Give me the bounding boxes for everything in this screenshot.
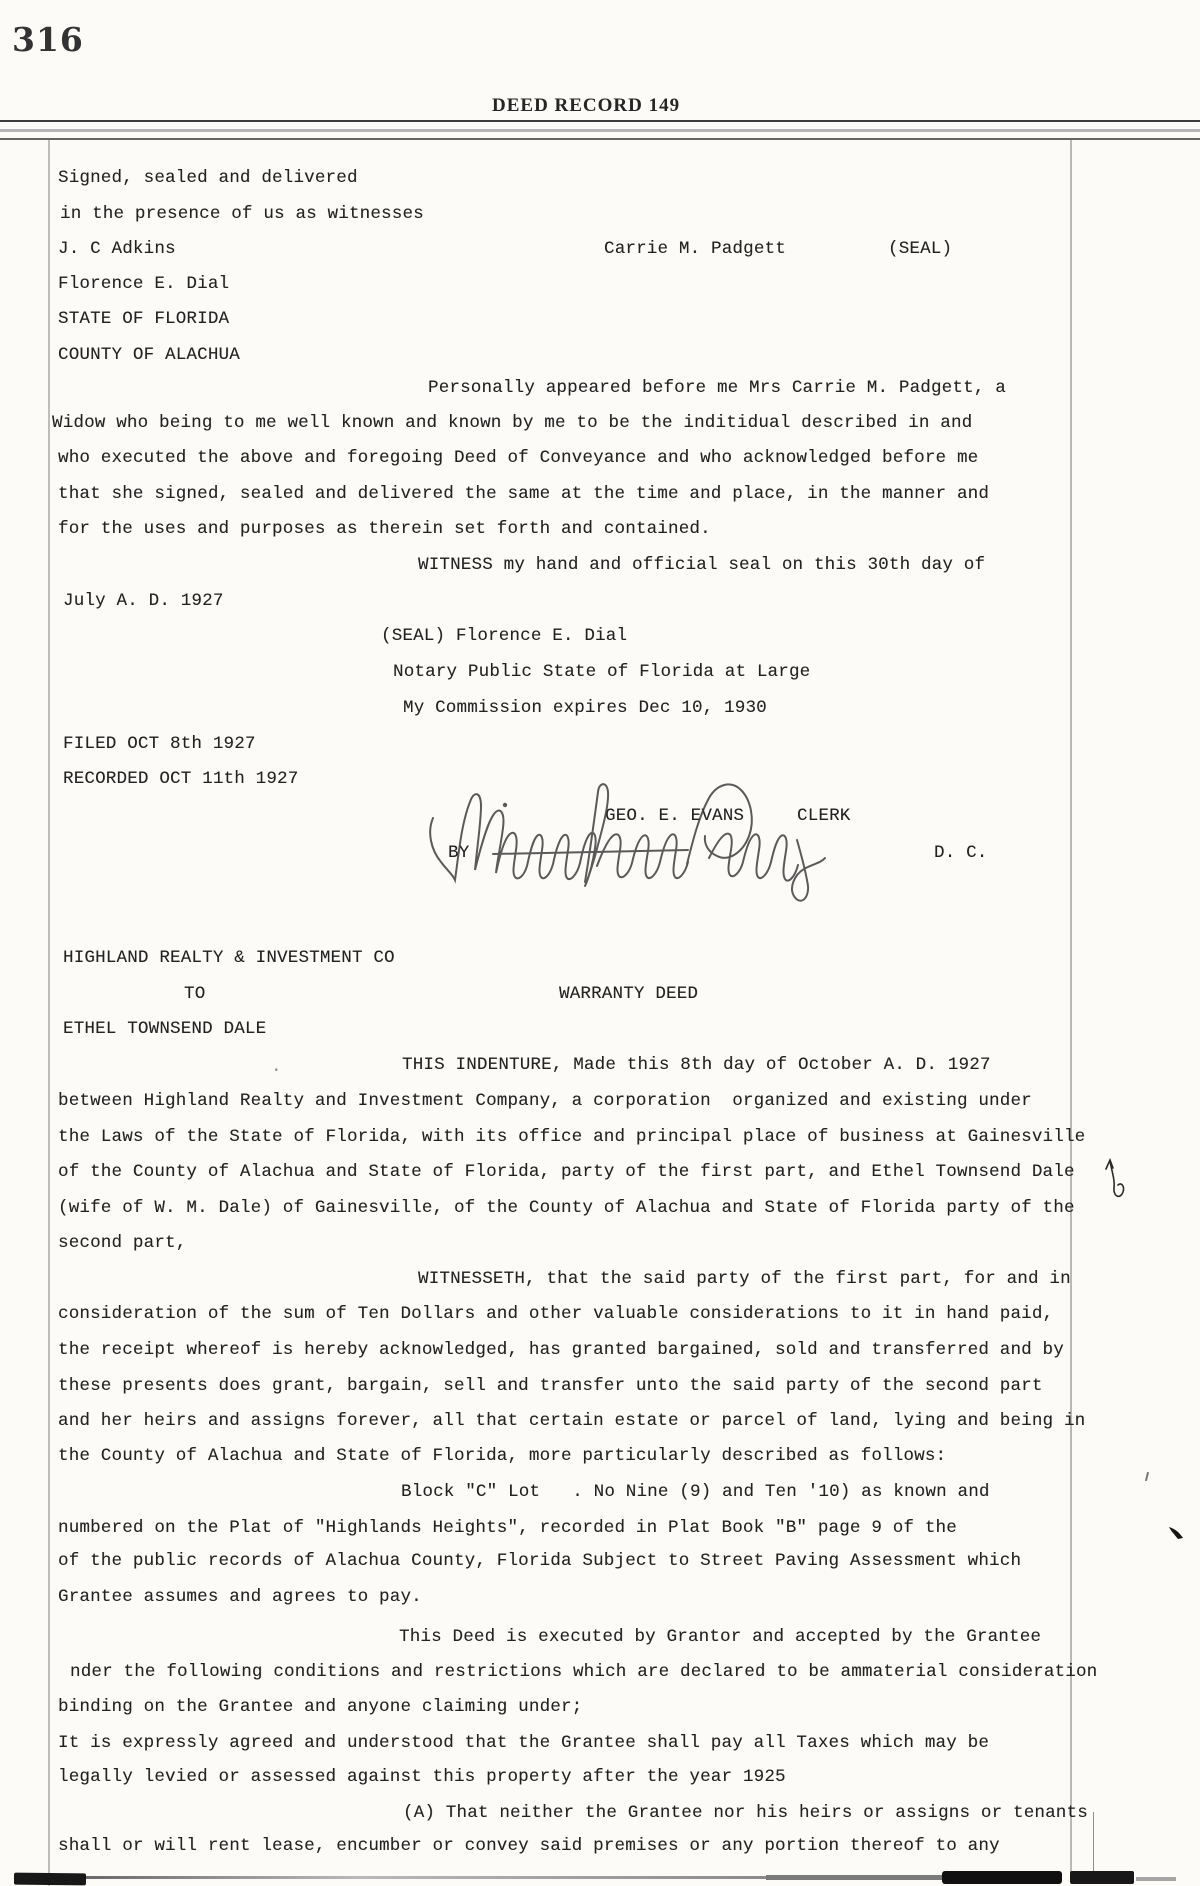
document-line: This Deed is executed by Grantor and accepted by the Grantee bbox=[399, 1627, 1042, 1647]
document-line: TO bbox=[184, 984, 206, 1004]
margin-arrow-mark bbox=[1168, 1524, 1186, 1540]
scan-bottom-edge-segment bbox=[14, 1873, 86, 1886]
document-line: legally levied or assessed against this property after the year 1925 bbox=[58, 1767, 786, 1787]
document-line: Carrie M. Padgett bbox=[604, 239, 786, 259]
document-line: J. C Adkins bbox=[58, 239, 176, 259]
scan-bottom-edge-segment bbox=[1070, 1871, 1134, 1884]
document-line: numbered on the Plat of "Highlands Heights", recorded in Plat Book "B" page 9 of the bbox=[58, 1518, 957, 1538]
document-line: RECORDED OCT 11th 1927 bbox=[63, 769, 299, 789]
document-line: (SEAL) bbox=[888, 239, 953, 259]
document-line: the receipt whereof is hereby acknowledged, has granted bargained, sold and transferred and by bbox=[58, 1340, 1064, 1360]
scan-bottom-edge-segment bbox=[942, 1871, 1062, 1884]
document-line: . bbox=[271, 1057, 282, 1077]
document-line: STATE OF FLORIDA bbox=[58, 309, 230, 329]
document-line: second part, bbox=[58, 1233, 187, 1253]
document-line: and her heirs and assigns forever, all that certain estate or parcel of land, lying and being in bbox=[58, 1411, 1086, 1431]
document-line: between Highland Realty and Investment Company, a corporation organized and existing under bbox=[58, 1091, 1032, 1111]
document-line: the Laws of the State of Florida, with its office and principal place of business at Gainesville bbox=[58, 1127, 1086, 1147]
document-line: Block "C" Lot . No Nine (9) and Ten '10) as known and bbox=[401, 1482, 990, 1502]
document-line: nder the following conditions and restrictions which are declared to be ammaterial consideration bbox=[70, 1662, 1098, 1682]
right-page-edge-line bbox=[1093, 1812, 1094, 1874]
document-line: Widow who being to me well known and known by me to be the inditidual described in and bbox=[52, 413, 973, 433]
document-line: (SEAL) Florence E. Dial bbox=[381, 626, 628, 646]
document-line: shall or will rent lease, encumber or convey said premises or any portion thereof to any bbox=[58, 1836, 1000, 1856]
document-line: COUNTY OF ALACHUA bbox=[58, 345, 240, 365]
page-number: 316 bbox=[12, 20, 84, 59]
document-line: It is expressly agreed and understood that the Grantee shall pay all Taxes which may be bbox=[58, 1733, 990, 1753]
document-line: (A) That neither the Grantee nor his heirs or assigns or tenants bbox=[403, 1803, 1088, 1823]
header-rule-bottom bbox=[0, 138, 1200, 140]
scan-speck bbox=[1145, 1472, 1149, 1481]
scan-bottom-edge-segment bbox=[86, 1876, 766, 1879]
right-margin-rule bbox=[1070, 140, 1072, 1872]
document-line: FILED OCT 8th 1927 bbox=[63, 734, 256, 754]
document-line: who executed the above and foregoing Deed of Conveyance and who acknowledged before me bbox=[58, 448, 979, 468]
document-line: D. C. bbox=[934, 843, 988, 863]
document-line: of the County of Alachua and State of Florida, party of the first part, and Ethel Townsend Dale bbox=[58, 1162, 1075, 1182]
document-line: Grantee assumes and agrees to pay. bbox=[58, 1587, 422, 1607]
header-rule-middle bbox=[0, 129, 1200, 132]
document-line: that she signed, sealed and delivered the same at the time and place, in the manner and bbox=[58, 484, 990, 504]
document-line: consideration of the sum of Ten Dollars and other valuable considerations to it in hand paid, bbox=[58, 1304, 1054, 1324]
document-line: GEO. E. EVANS bbox=[605, 806, 745, 826]
document-line: of the public records of Alachua County, Florida Subject to Street Paving Assessment which bbox=[58, 1551, 1022, 1571]
document-line: WITNESS my hand and official seal on this 30th day of bbox=[418, 555, 986, 575]
margin-pen-mark bbox=[1100, 1158, 1130, 1206]
document-line: HIGHLAND REALTY & INVESTMENT CO bbox=[63, 948, 395, 968]
document-line: the County of Alachua and State of Florida, more particularly described as follows: bbox=[58, 1446, 947, 1466]
document-line: Florence E. Dial bbox=[58, 274, 230, 294]
document-line: these presents does grant, bargain, sell and transfer unto the said party of the second part bbox=[58, 1376, 1043, 1396]
document-line: for the uses and purposes as therein set forth and contained. bbox=[58, 519, 711, 539]
left-margin-rule bbox=[48, 140, 50, 1886]
document-line: WARRANTY DEED bbox=[559, 984, 699, 1004]
scan-bottom-edge-segment bbox=[766, 1875, 942, 1880]
document-line: Notary Public State of Florida at Large bbox=[393, 662, 811, 682]
clerk-signature-handwriting bbox=[425, 778, 855, 913]
document-line: THIS INDENTURE, Made this 8th day of October A. D. 1927 bbox=[402, 1055, 991, 1075]
document-line: CLERK bbox=[797, 806, 851, 826]
document-line: Signed, sealed and delivered bbox=[58, 168, 358, 188]
header-rule-top bbox=[0, 120, 1200, 122]
document-line: BY bbox=[448, 843, 470, 863]
document-line: My Commission expires Dec 10, 1930 bbox=[403, 698, 767, 718]
document-line: binding on the Grantee and anyone claiming under; bbox=[58, 1697, 583, 1717]
document-line: WITNESSETH, that the said party of the first part, for and in bbox=[418, 1269, 1071, 1289]
scan-bottom-edge-segment bbox=[1136, 1877, 1176, 1881]
document-line: in the presence of us as witnesses bbox=[60, 204, 424, 224]
document-line: July A. D. 1927 bbox=[63, 591, 224, 611]
document-line: (wife of W. M. Dale) of Gainesville, of the County of Alachua and State of Florida party of the bbox=[58, 1198, 1075, 1218]
document-line: ETHEL TOWNSEND DALE bbox=[63, 1019, 267, 1039]
page-header-title: DEED RECORD 149 bbox=[492, 95, 681, 116]
document-line: Personally appeared before me Mrs Carrie M. Padgett, a bbox=[428, 378, 1006, 398]
